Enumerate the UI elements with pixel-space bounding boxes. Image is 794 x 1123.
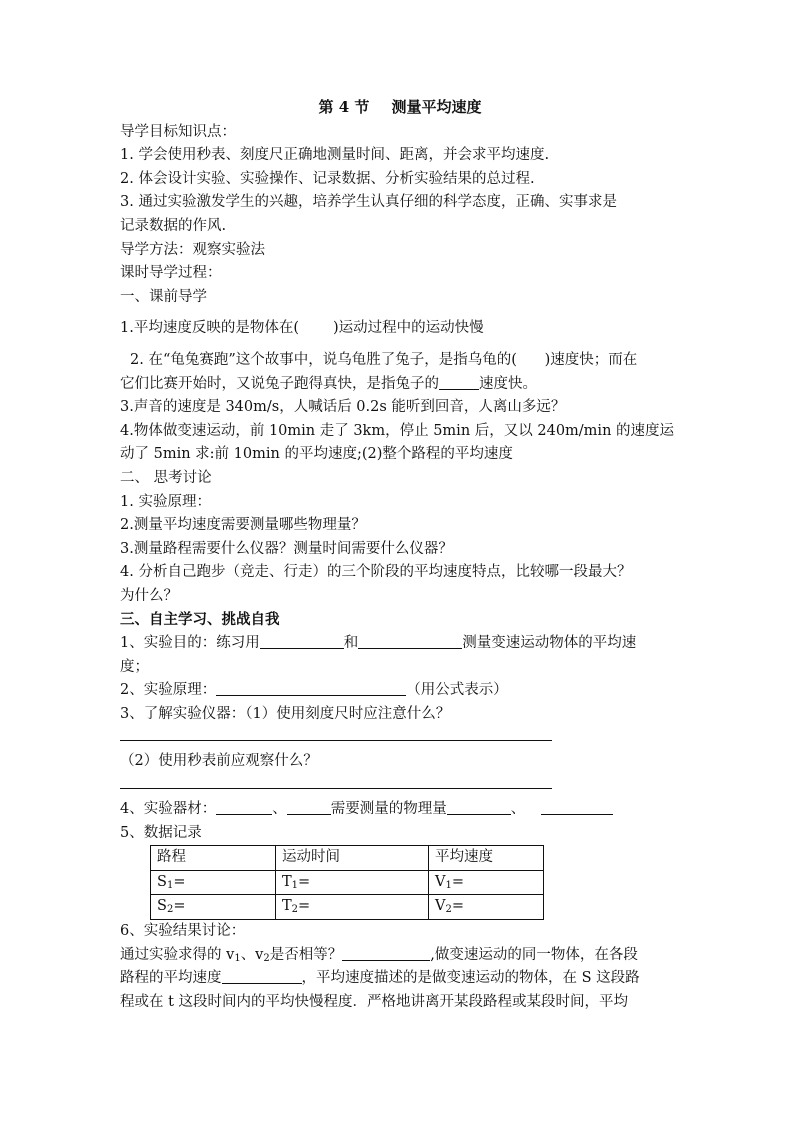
answer-line[interactable] [120,774,552,789]
process-line: 课时导学过程： [120,265,222,282]
item-1-cont: 度； [120,658,149,675]
section-name: 测量平均速度 [391,98,482,116]
discussion-item: 为什么？ [120,587,178,604]
answer-line[interactable] [120,726,552,741]
item-2: 2、实验原理： （用公式表示） [120,682,508,699]
formula-blank[interactable] [216,680,406,696]
item-4: 4、实验器材： 、 需要测量的物理量 、 [120,798,680,822]
item-3: 3、了解实验仪器：（1）使用刻度尺时应注意什么？ [120,705,451,722]
discussion-item: 1. 实验原理： [120,493,211,510]
table-cell[interactable]: $S_1=$ [151,870,276,895]
section-number: 第 4 节 [318,98,370,116]
blank-field[interactable] [222,968,302,984]
blank-field[interactable] [342,945,430,961]
discussion-item: 4. 分析自己跑步（竞走、行走）的三个阶段的平均速度特点，比较哪一段最大？ [120,564,632,581]
table-cell[interactable]: $V_1=$ [429,870,544,895]
question-2-cont: 它们比赛开始时，又说兔子跑得真快，是指兔子的 速度快。 [120,375,537,392]
question-3: 3.声音的速度是 340m/s，人喊话后 0.2s 能听到回音，人离山多远？ [120,399,566,416]
question-4: 4.物体做变速运动，前 10min 走了 3km，停止 5min 后，又以 240m/min 的速度运 [120,422,675,439]
goals-heading: 导学目标知识点： [120,123,236,140]
table-cell[interactable]: $T_1=$ [276,870,429,895]
discussion-line-1: 通过实验求得的 $v_1$、$v_2$是否相等？ ,做变速运动的同一物体，在各段 [120,946,638,964]
method-line: 导学方法：观察实验法 [120,241,265,258]
goal-item: 记录数据的作风. [120,217,227,234]
part1-heading: 一、课前导学 [120,288,207,305]
item-1: 1、实验目的：练习用 和 测量变速运动物体的平均速 [120,635,637,652]
table-header-row [151,846,544,871]
question-2: 2. 在“龟兔赛跑”这个故事中，说乌龟胜了兔子，是指乌龟的( )速度快；而在 [130,351,638,368]
question-4-cont: 动了 5min 求:前 10min 的平均速度;(2)整个路程的平均速度 [120,446,513,463]
blank-field[interactable] [358,633,462,649]
blank-field[interactable] [447,799,511,815]
blank-field[interactable] [216,799,272,815]
part2-heading: 二、 思考讨论 [120,469,212,486]
question-1: 1.平均速度反映的是物体在( )运动过程中的运动快慢 [120,320,484,337]
goal-item: 2. 体会设计实验、实验操作、记录数据、分析实验结果的总过程. [120,170,535,187]
blank-field[interactable] [541,799,613,815]
part3-heading: 三、自主学习、挑战自我 [120,611,280,629]
blank-field[interactable] [439,374,479,390]
table-cell[interactable]: $T_2=$ [276,895,429,920]
discussion-line-3: 程或在 t 这段时间内的平均快慢程度．严格地讲离开某段路程或某段时间，平均 [120,993,629,1010]
table-header: 平均速度 [429,846,544,871]
page-title [120,96,680,120]
blank-field[interactable] [287,799,331,815]
discussion-item: 3.测量路程需要什么仪器？测量时间需要什么仪器？ [120,540,453,557]
item-6: 6、实验结果讨论： [120,923,246,939]
table-header: 路程 [151,846,276,871]
table-row [151,870,544,895]
table-cell[interactable]: $V_2=$ [429,895,544,920]
item-3-2: （2）使用秒表前应观察什么？ [120,753,318,770]
table-cell[interactable]: $S_2=$ [151,895,276,920]
discussion-line-2: 路程的平均速度 ，平均速度描述的是做变速运动的物体，在 S 这段路 [120,970,640,987]
goal-item: 3. 通过实验激发学生的兴趣，培养学生认真仔细的科学态度，正确、实事求是 [120,194,617,211]
blank-field[interactable] [260,633,344,649]
data-record-table [150,845,544,920]
table-row [151,895,544,920]
table-header: 运动时间 [276,846,429,871]
worksheet-page [120,96,680,1014]
goal-item: 1. 学会使用秒表、刻度尺正确地测量时间、距离，并会求平均速度. [120,147,550,164]
item-5: 5、数据记录 [120,824,202,841]
discussion-item: 2.测量平均速度需要测量哪些物理量？ [120,517,366,534]
